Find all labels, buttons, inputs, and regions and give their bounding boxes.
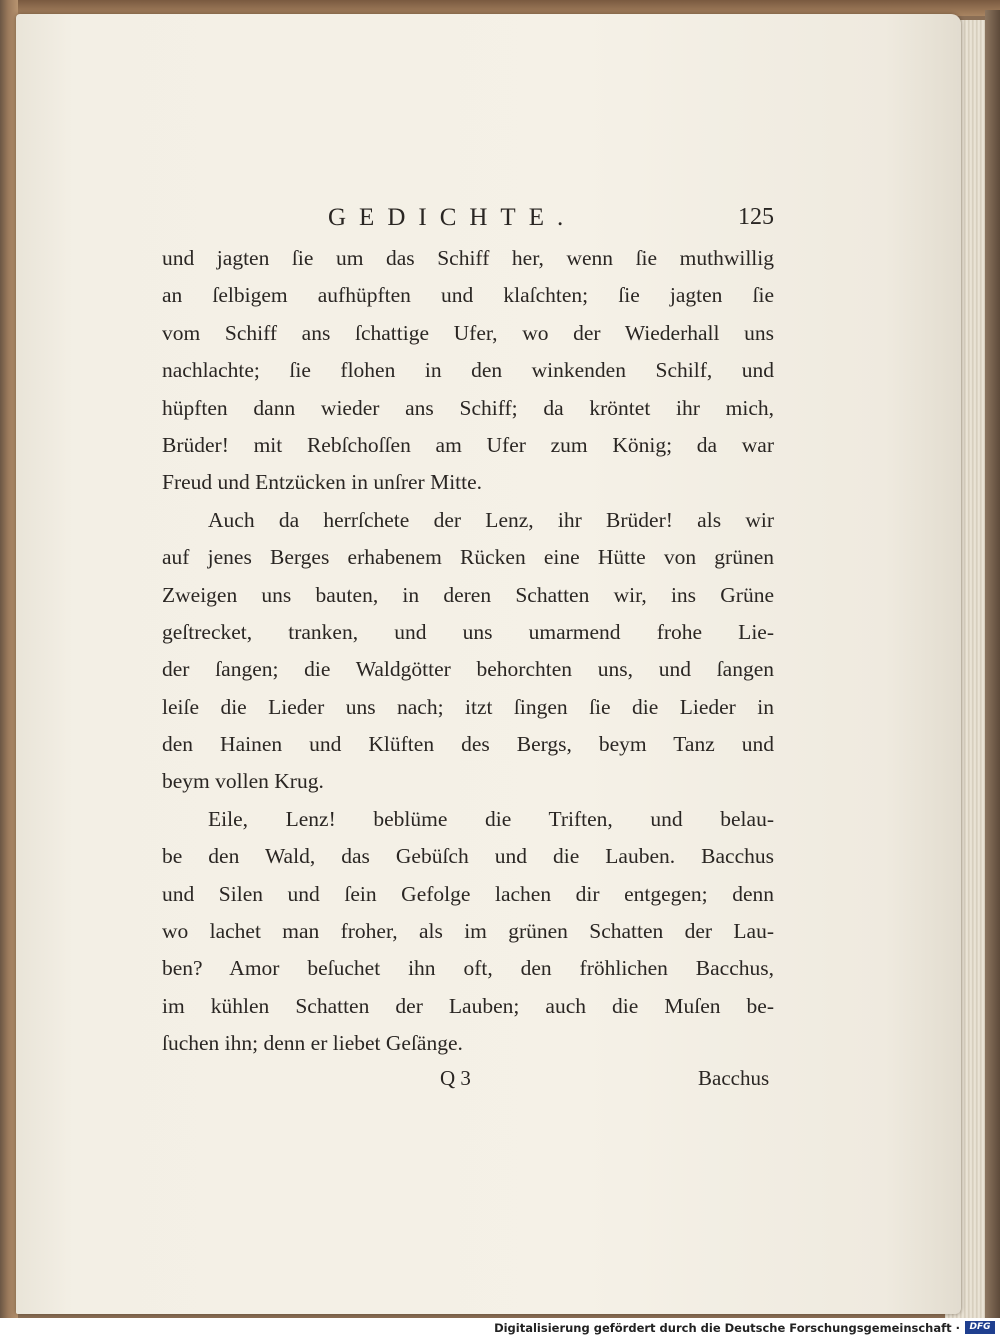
paragraph [162, 801, 774, 1063]
page-header [0, 204, 1000, 240]
text-line: und Silen und ſein Gefolge lachen dir entgegen; denn [162, 881, 774, 906]
text-line: Eile, Lenz! beblüme die Triften, und belau- [208, 806, 774, 831]
text-line: beym vollen Krug. [162, 769, 324, 794]
text-line: und jagten ſie um das Schiff her, wenn ſie muthwillig [162, 246, 774, 270]
paragraph [162, 240, 774, 502]
catchword: Bacchus [698, 1066, 770, 1090]
text-line: nachlachte; ſie flohen in den winkenden Schilf, und [162, 358, 774, 383]
text-line: Zweigen uns bauten, in deren Schatten wir, ins Grüne [162, 582, 774, 607]
paragraph [162, 502, 774, 801]
dfg-logo: DFG [965, 1321, 995, 1334]
text-line: Auch da herrſchete der Lenz, ihr Brüder! als wir [208, 507, 774, 532]
text-line: im kühlen Schatten der Lauben; auch die Muſen be- [162, 993, 774, 1018]
text-line: an ſelbigem aufhüpften und klaſchten; ſie jagten ſie [162, 283, 774, 308]
text-line: be den Wald, das Gebüſch und die Lauben. Bacchus [162, 844, 774, 869]
text-line: Freud und Entzücken in unſrer Mitte. [162, 470, 483, 495]
text-line: Brüder! mit Rebſchoſſen am Ufer zum König; da war [162, 432, 774, 457]
text-line: den Hainen und Klüften des Bergs, beym Tanz und [162, 732, 774, 757]
text-line: ben? Amor beſuchet ihn oft, den fröhlichen Bacchus, [162, 956, 774, 981]
text-line: vom Schiff ans ſchattige Ufer, wo der Wiederhall uns [162, 320, 774, 345]
signature-mark: Q 3 [440, 1066, 471, 1090]
text-line: der ſangen; die Waldgötter behorchten uns, und ſangen [162, 657, 774, 682]
text-line: hüpften dann wieder ans Schiff; da kröntet ihr mich, [162, 395, 774, 420]
page-number: 125 [738, 204, 774, 230]
text-line: auf jenes Berges erhabenem Rücken eine Hütte von grünen [162, 545, 774, 570]
text-line: leiſe die Lieder uns nach; itzt ſingen ſie die Lieder in [162, 694, 774, 719]
text-line: wo lachet man froher, als im grünen Schatten der Lau- [162, 919, 774, 944]
text-line: ſuchen ihn; denn er liebet Geſänge. [162, 1031, 463, 1056]
page-footer [0, 1066, 1000, 1096]
body-text [162, 240, 774, 1063]
running-head: GEDICHTE. [328, 204, 577, 231]
credit-bar [0, 1318, 1000, 1338]
text-line: geſtrecket, tranken, und uns umarmend frohe Lie- [162, 619, 774, 644]
credit-text: Digitalisierung gefördert durch die Deutsche Forschungsgemeinschaft · [494, 1321, 960, 1335]
